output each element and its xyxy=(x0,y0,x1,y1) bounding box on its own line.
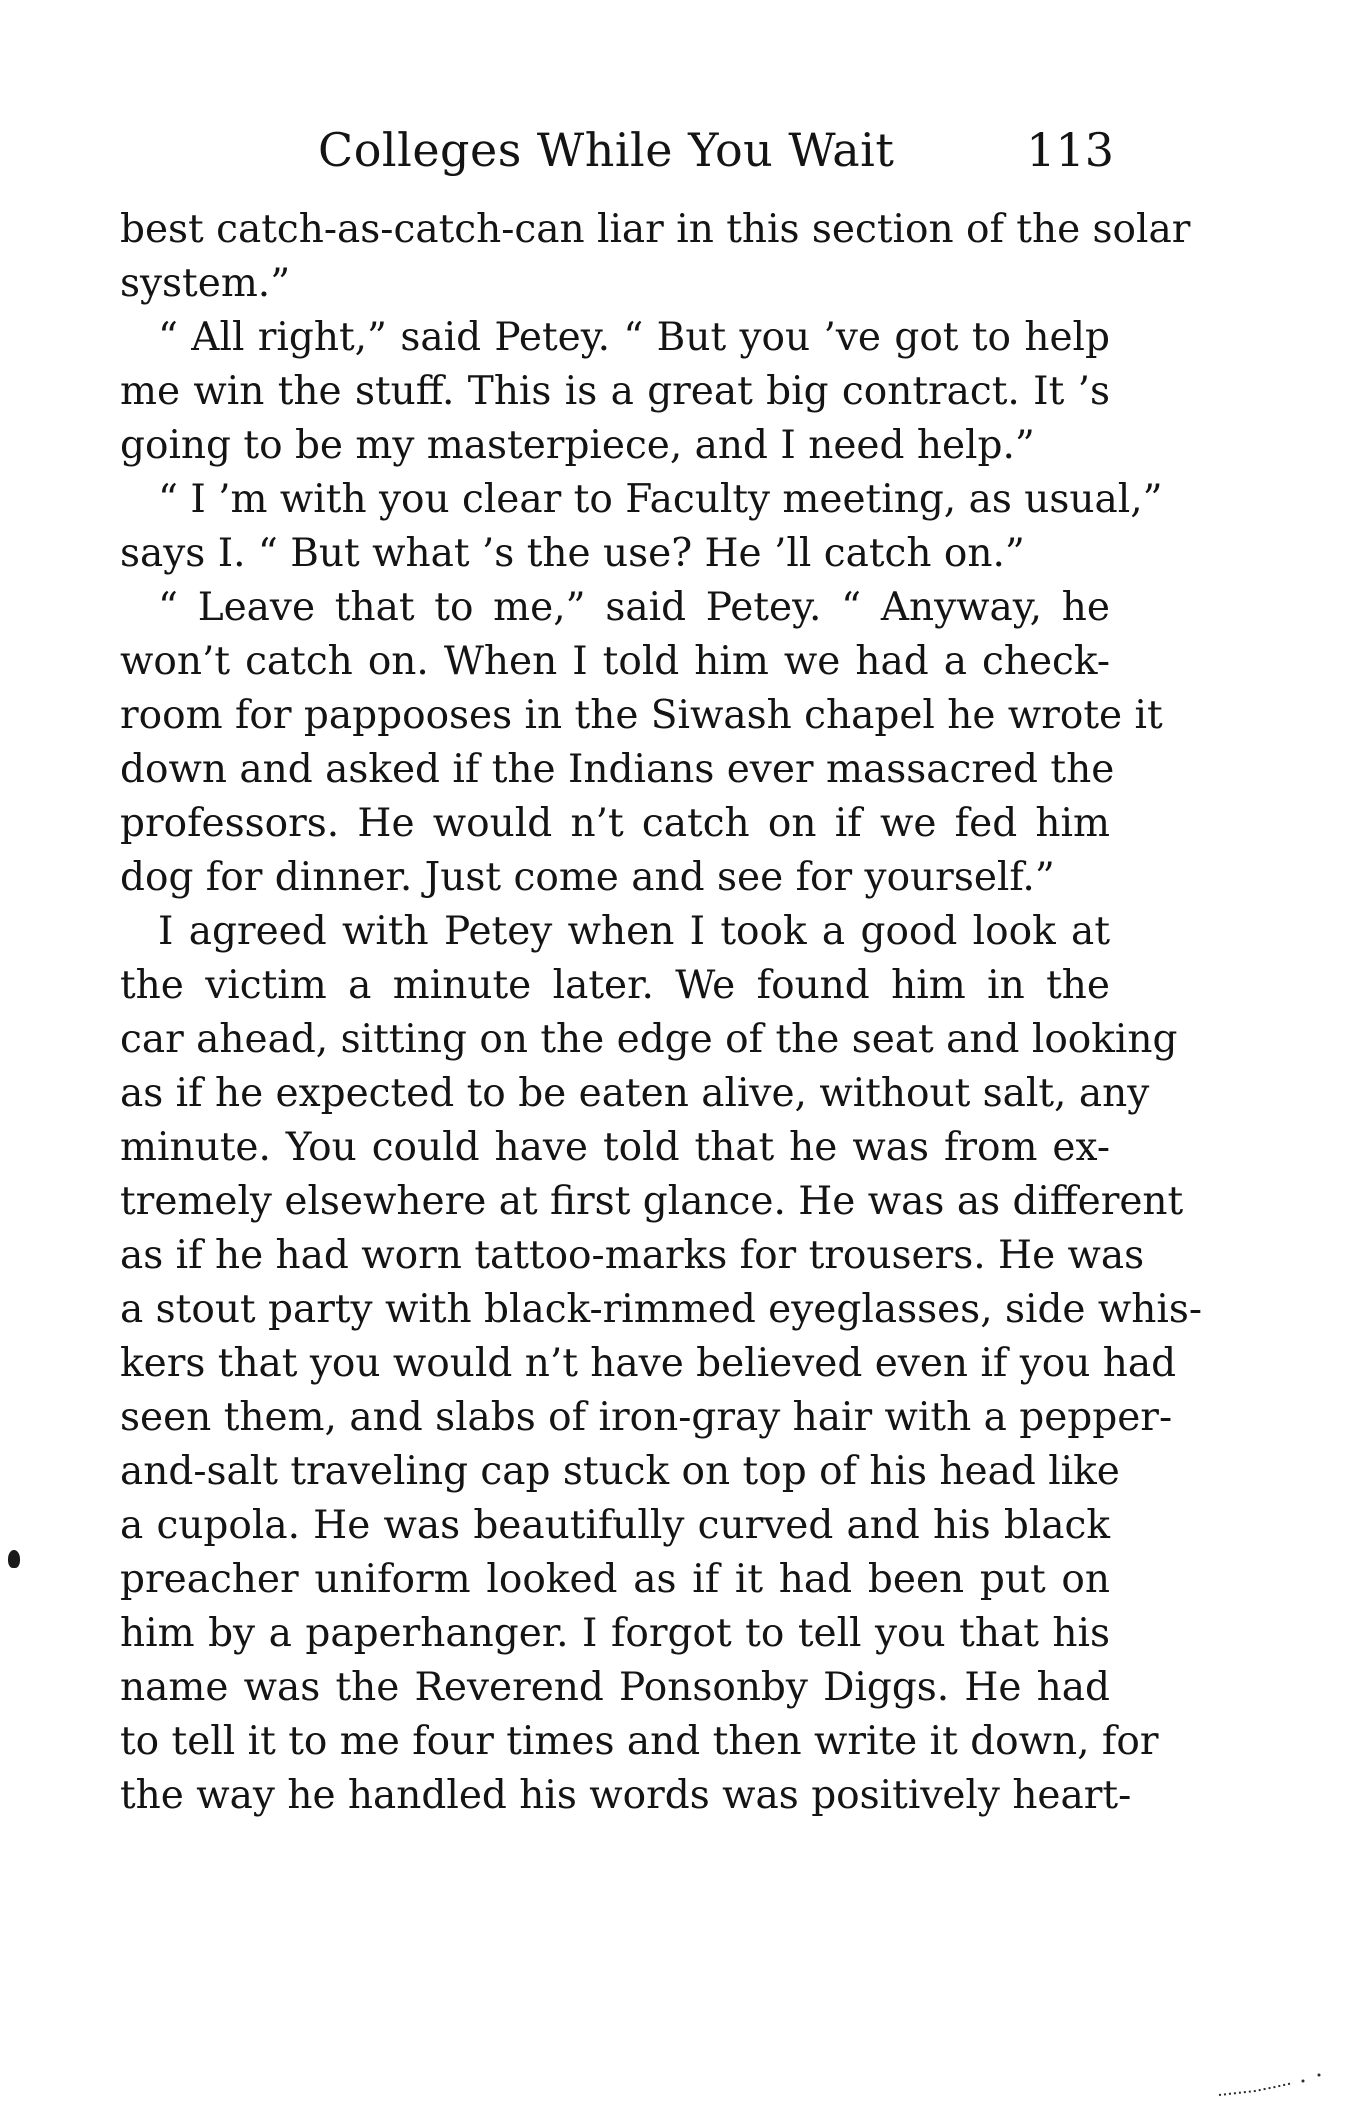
text-line: “ I ’m with you clear to Faculty meeting, as usual,” xyxy=(158,477,1163,522)
body-text xyxy=(120,203,1203,1823)
text-line: seen them, and slabs of iron-gray hair with a pepper- xyxy=(120,1395,1173,1440)
text-line: going to be my masterpiece, and I need help.” xyxy=(120,423,1035,468)
text-line: room for pappooses in the Siwash chapel he wrote it xyxy=(120,693,1163,738)
text-line: tremely elsewhere at first glance. He was as different xyxy=(120,1179,1184,1224)
text-line: a cupola. He was beautifully curved and his black xyxy=(120,1503,1110,1548)
text-line: kers that you would n’t have believed even if you had xyxy=(120,1341,1177,1386)
text-line: best catch-as-catch-can liar in this section of the solar xyxy=(120,207,1191,252)
running-head xyxy=(318,118,1114,182)
text-line: down and asked if the Indians ever massacred the xyxy=(120,747,1115,792)
text-line: to tell it to me four times and then write it down, for xyxy=(120,1719,1159,1764)
ink-blot-mark xyxy=(8,1550,20,1568)
page-number: 113 xyxy=(1026,123,1114,177)
text-line: “ All right,” said Petey. “ But you ’ve got to help xyxy=(158,315,1110,360)
text-line: minute. You could have told that he was from ex- xyxy=(120,1125,1110,1170)
text-line: as if he had worn tattoo-marks for trousers. He was xyxy=(120,1233,1145,1278)
text-line: me win the stuff. This is a great big contract. It ’s xyxy=(120,369,1110,414)
running-title: Colleges While You Wait xyxy=(318,123,895,177)
text-line: the victim a minute later. We found him in the xyxy=(120,963,1110,1008)
text-line: name was the Reverend Ponsonby Diggs. He had xyxy=(120,1665,1110,1710)
text-line: dog for dinner. Just come and see for yourself.” xyxy=(120,855,1055,900)
text-line: I agreed with Petey when I took a good look at xyxy=(158,909,1110,954)
text-line: and-salt traveling cap stuck on top of his head like xyxy=(120,1449,1120,1494)
scan-specks xyxy=(1215,2065,1345,2105)
text-line: a stout party with black-rimmed eyeglasses, side whis- xyxy=(120,1287,1203,1332)
text-line: “ Leave that to me,” said Petey. “ Anyway, he xyxy=(158,585,1110,630)
text-line: system.” xyxy=(120,261,291,306)
text-line: as if he expected to be eaten alive, without salt, any xyxy=(120,1071,1150,1116)
text-line: preacher uniform looked as if it had been put on xyxy=(120,1557,1110,1602)
text-line: car ahead, sitting on the edge of the seat and looking xyxy=(120,1017,1178,1062)
text-line: says I. “ But what ’s the use? He ’ll catch on.” xyxy=(120,531,1025,576)
text-line: professors. He would n’t catch on if we fed him xyxy=(120,801,1110,846)
text-line: the way he handled his words was positively heart- xyxy=(120,1773,1132,1818)
text-line: won’t catch on. When I told him we had a check- xyxy=(120,639,1110,684)
text-line: him by a paperhanger. I forgot to tell you that his xyxy=(120,1611,1110,1656)
